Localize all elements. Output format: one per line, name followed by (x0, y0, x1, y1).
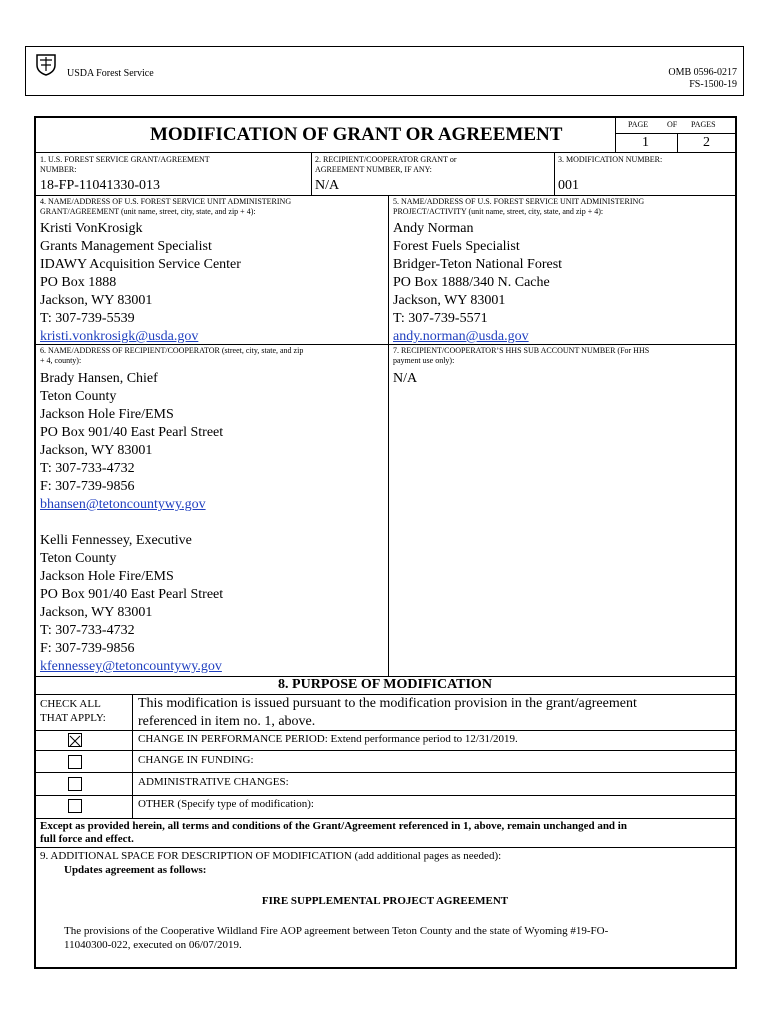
contact-line: Teton County (40, 551, 117, 566)
contact-line: Jackson, WY 83001 (40, 443, 153, 458)
administrative-checkbox[interactable] (68, 777, 82, 791)
contact-line: Brady Hansen, Chief (40, 371, 158, 386)
contact-line: Jackson, WY 83001 (40, 605, 153, 620)
usda-shield-logo-icon (34, 52, 58, 76)
recipient-contacts (40, 370, 223, 676)
contact-line: Grants Management Specialist (40, 239, 212, 254)
item3-label: 3. MODIFICATION NUMBER: (558, 155, 663, 164)
contact-line: T: 307-739-5571 (393, 311, 488, 326)
option-other: OTHER (Specify type of modification): (138, 798, 314, 810)
page-label: PAGE (628, 120, 649, 129)
contact-line: T: 307-739-5539 (40, 311, 135, 326)
pages-label: PAGES (691, 120, 716, 129)
supplemental-heading: FIRE SUPPLEMENTAL PROJECT AGREEMENT (261, 895, 509, 907)
check-all-label: CHECK ALL THAT APPLY: (40, 698, 106, 724)
hhs-account-value: N/A (393, 371, 418, 386)
omb-line-2: FS-1500-19 (689, 79, 737, 90)
contact-line: T: 307-733-4732 (40, 461, 135, 476)
page-number: 1 (642, 135, 649, 150)
purpose-intro: This modification is issued pursuant to the modification provision in the grant/agreement referenced in item no. 1, above. (138, 696, 637, 729)
contact-line: PO Box 901/40 East Pearl Street (40, 587, 224, 602)
contact-line: PO Box 1888 (40, 275, 117, 290)
email-link[interactable]: kristi.vonkrosigk@usda.gov (40, 329, 199, 344)
option-performance-period: CHANGE IN PERFORMANCE PERIOD: Extend performance period to 12/31/2019. (138, 733, 518, 745)
grant-number-value: 18-FP-11041330-013 (40, 178, 161, 193)
contact-line: IDAWY Acquisition Service Center (40, 257, 241, 272)
email-link[interactable]: bhansen@tetoncountywy.gov (40, 497, 206, 512)
cooperator-number-value: N/A (315, 178, 340, 193)
option-funding: CHANGE IN FUNDING: (138, 754, 254, 766)
item4-label: 4. NAME/ADDRESS OF U.S. FOREST SERVICE UNIT ADMINISTERING GRANT/AGREEMENT (unit name, street, city, state, and zip + 4): (40, 197, 292, 216)
contact-line: Kristi VonKrosigk (40, 221, 143, 236)
email-link[interactable]: andy.norman@usda.gov (393, 329, 529, 344)
contact-line: Kelli Fennessey, Executive (40, 533, 192, 548)
of-label: OF (667, 120, 678, 129)
email-link[interactable]: kfennessey@tetoncountywy.gov (40, 659, 222, 674)
item6-label: 6. NAME/ADDRESS OF RECIPIENT/COOPERATOR (street, city, state, and zip + 4, county): (40, 346, 304, 365)
except-statement: Except as provided herein, all terms and conditions of the Grant/Agreement referenced in 1, above, remain unchanged and in full force and effect. (40, 820, 627, 845)
item7-label: 7. RECIPIENT/COOPERATOR’S HHS SUB ACCOUNT NUMBER (For HHS payment use only): (393, 346, 650, 365)
contact-line: Teton County (40, 389, 117, 404)
performance-period-checkbox[interactable] (68, 733, 82, 747)
contact-line: Forest Fuels Specialist (393, 239, 520, 254)
contact-line: Jackson Hole Fire/EMS (40, 407, 174, 422)
item2-label: 2. RECIPIENT/COOPERATOR GRANT or AGREEMENT NUMBER, IF ANY: (315, 155, 457, 174)
omb-line-1: OMB 0596-0217 (668, 67, 737, 78)
modification-number-value: 001 (558, 178, 579, 193)
contact-line: Andy Norman (393, 221, 474, 236)
agency-name: USDA Forest Service (67, 68, 154, 79)
contact-line: Bridger-Teton National Forest (393, 257, 563, 272)
contact-line: Jackson, WY 83001 (40, 293, 153, 308)
contact-line: PO Box 1888/340 N. Cache (393, 275, 550, 290)
item5-label: 5. NAME/ADDRESS OF U.S. FOREST SERVICE UNIT ADMINISTERING PROJECT/ACTIVITY (unit name, street, city, state, and zip + 4): (393, 197, 645, 216)
modification-description: The provisions of the Cooperative Wildland Fire AOP agreement between Teton County and the state of Wyoming #19-FO- 11040300-022, executed on 06/07/2019. (64, 925, 609, 951)
contact-line: F: 307-739-9856 (40, 641, 135, 656)
contact-line: T: 307-733-4732 (40, 623, 135, 638)
contact-line: F: 307-739-9856 (40, 479, 135, 494)
contact-line: Jackson, WY 83001 (393, 293, 506, 308)
contact-line: PO Box 901/40 East Pearl Street (40, 425, 224, 440)
other-checkbox[interactable] (68, 799, 82, 813)
funding-checkbox[interactable] (68, 755, 82, 769)
item1-label: 1. U.S. FOREST SERVICE GRANT/AGREEMENT NUMBER: (40, 155, 210, 174)
updates-subheading: Updates agreement as follows: (64, 864, 207, 876)
checkmark-x-icon (69, 735, 81, 747)
contact-line: Jackson Hole Fire/EMS (40, 569, 174, 584)
omb-number (668, 67, 737, 91)
total-pages: 2 (703, 135, 710, 150)
fs-project-contact (393, 220, 562, 346)
option-administrative: ADMINISTRATIVE CHANGES: (138, 776, 289, 788)
item9-label: 9. ADDITIONAL SPACE FOR DESCRIPTION OF MODIFICATION (add additional pages as needed): (40, 850, 502, 862)
purpose-heading: 8. PURPOSE OF MODIFICATION (278, 677, 492, 692)
fs-admin-contact (40, 220, 241, 346)
form-title: MODIFICATION OF GRANT OR AGREEMENT (150, 124, 563, 145)
